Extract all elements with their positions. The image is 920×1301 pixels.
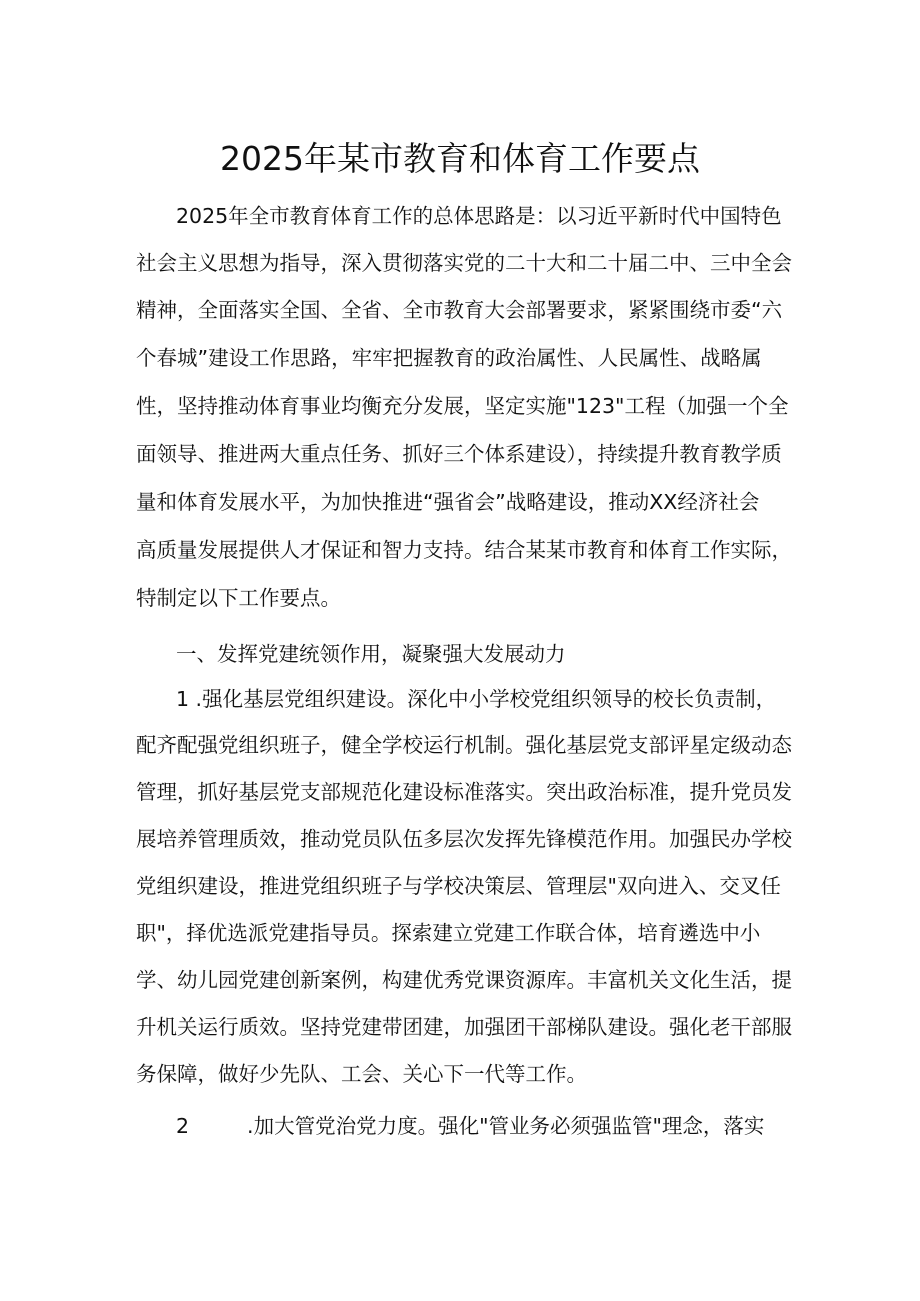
paragraph-line: 高质量发展提供人才保证和智力支持。结合某某市教育和体育工作实际， (136, 538, 792, 562)
paragraph-line: 2025年全市教育体育工作的总体思路是：以习近平新时代中国特色 (176, 204, 782, 228)
paragraph-line: 面领导、推进两大重点任务、抓好三个体系建设），持续提升教育教学质 (136, 442, 782, 466)
paragraph-line: 个春城”建设工作思路，牢牢把握教育的政治属性、人民属性、战略属 (136, 346, 762, 370)
paragraph-line-numbered (176, 1111, 764, 1141)
item-text: .加大管党治党力度。强化"管业务必须强监管"理念，落实 (247, 1114, 765, 1138)
paragraph-line: 量和体育发展水平，为加快推进“强省会”战略建设，推动XX经济社会 (136, 490, 760, 514)
paragraph-line: 党组织建设，推进党组织班子与学校决策层、管理层"双向进入、交叉任 (136, 874, 781, 898)
section-heading: 一、发挥党建统领作用，凝聚强大发展动力 (176, 642, 566, 666)
paragraph-line: 学、幼儿园党建创新案例，构建优秀党课资源库。丰富机关文化生活，提 (136, 968, 792, 992)
item-number: 2 (176, 1114, 190, 1138)
paragraph-line: 社会主义思想为指导，深入贯彻落实党的二十大和二十届二中、三中全会 (136, 251, 792, 275)
paragraph-line: 务保障，做好少先队、工会、关心下一代等工作。 (136, 1062, 587, 1086)
paragraph-line: 性，坚持推动体育事业均衡充分发展，坚定实施"123"工程（加强一个全 (136, 394, 789, 418)
paragraph-line: 升机关运行质效。坚持党建带团建，加强团干部梯队建设。强化老干部服 (136, 1015, 792, 1039)
paragraph-line: 展培养管理质效，推动党员队伍多层次发挥先锋模范作用。加强民办学校 (136, 827, 792, 851)
paragraph-line: 精神，全面落实全国、全省、全市教育大会部署要求，紧紧围绕市委“六 (136, 298, 783, 322)
paragraph-line: 职"，择优选派党建指导员。探索建立党建工作联合体，培育遴选中小 (136, 921, 761, 945)
paragraph-line: 特制定以下工作要点。 (136, 586, 341, 610)
document-title: 2025年某市教育和体育工作要点 (220, 139, 700, 178)
paragraph-line: 1 .强化基层党组织建设。深化中小学校党组织领导的校长负责制， (176, 687, 777, 711)
paragraph-line: 管理，抓好基层党支部规范化建设标准落实。突出政治标准，提升党员发 (136, 780, 792, 804)
paragraph-line: 配齐配强党组织班子，健全学校运行机制。强化基层党支部评星定级动态 (136, 733, 792, 757)
